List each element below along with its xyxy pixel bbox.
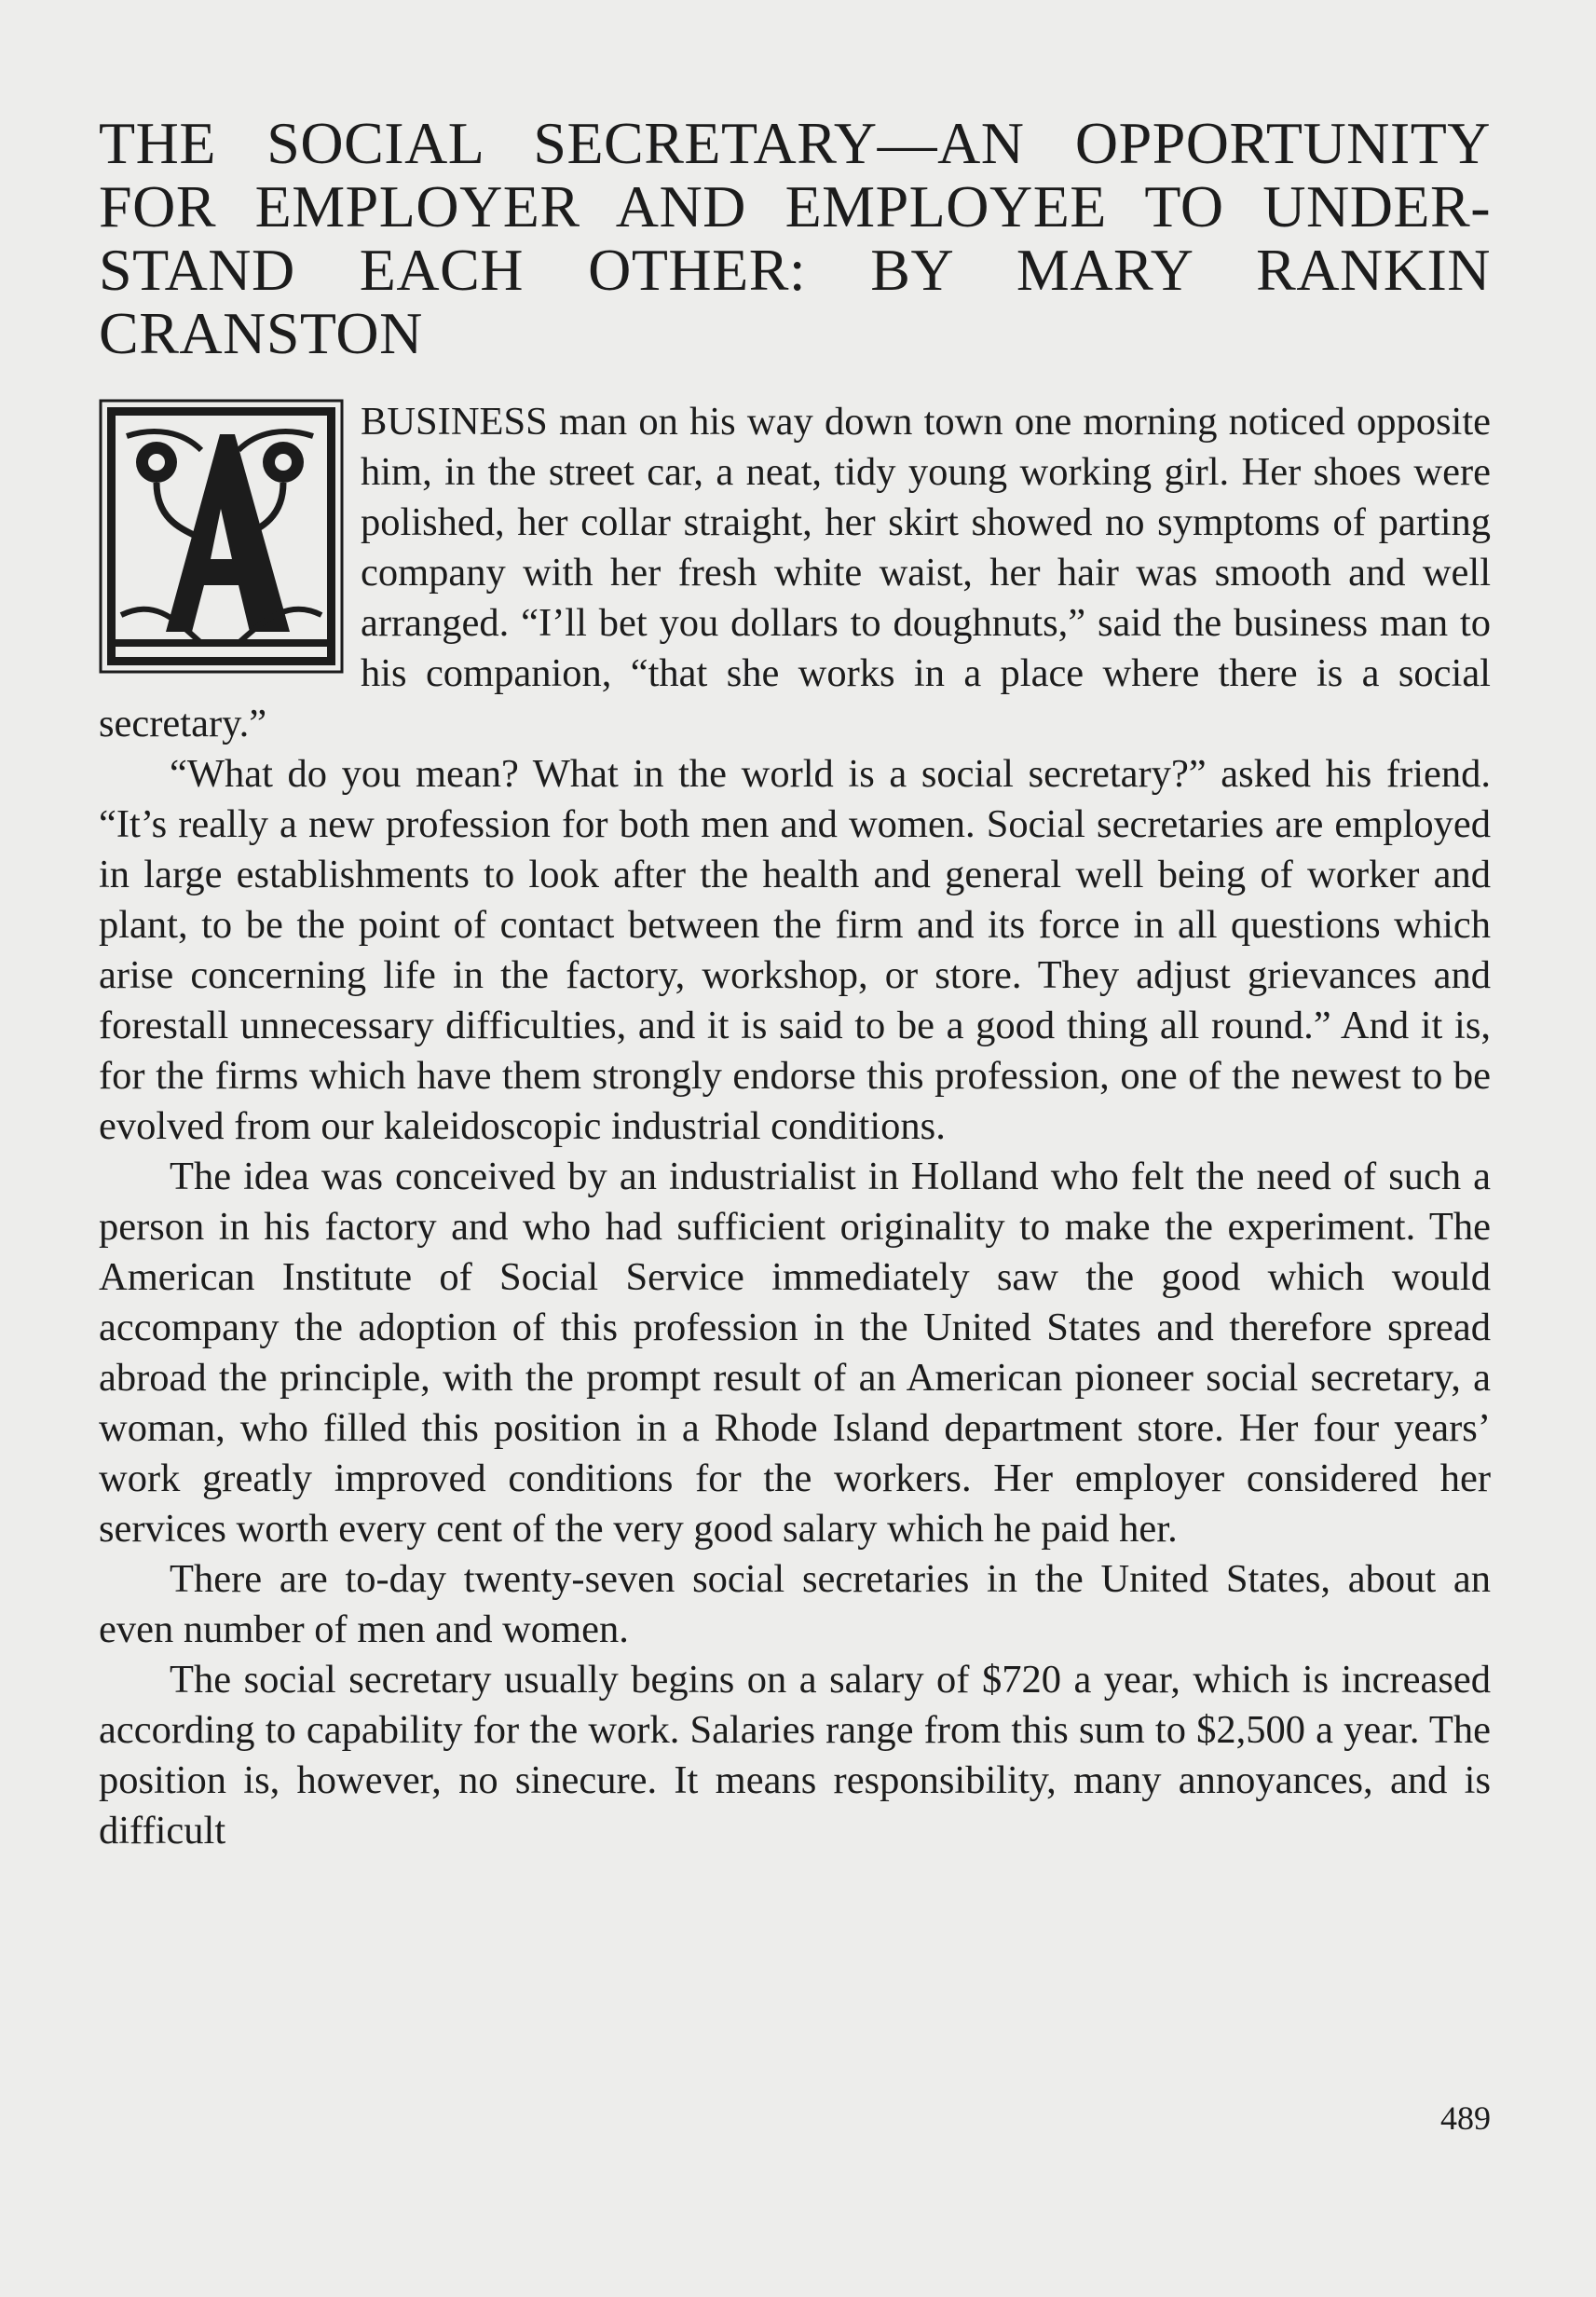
page xyxy=(99,112,1491,1856)
ornamental-dropcap-a xyxy=(99,399,344,674)
paragraph: The social secretary usually begins on a salary of $720 a year, which is increased according to capability for the work. Salaries range from this sum to $2,500 a year. The position is, however, no sinecure. It means responsibility, many annoyances, and is difficult xyxy=(99,1658,1491,1853)
ornament-icon xyxy=(99,399,344,674)
paragraph: “What do you mean? What in the world is a social secretary?” asked his friend. “It’s really a new profession for both men and women. Social secretaries are employed in large establishments to look after the health and general well being of worker and plant, to be the point of contact between the firm and its force in all questions which arise concerning life in the factory, workshop, or store. They adjust grievances and forestall unnecessary difficulties, and it is said to be a good thing all round.” And it is, for the firms which have them strongly endorse this profession, one of the newest to be evolved from our kaleidoscopic industrial conditions. xyxy=(99,752,1491,1148)
paragraph: BUSINESS man on his way down town one morning noticed opposite him, in the street car, a neat, tidy young working girl. Her shoes were polished, her collar straight, her skirt showed no symptoms of parting company with her fresh white waist, her hair was smooth and well arranged. “I’ll bet you dollars to doughnuts,” said the business man to his companion, “that she works in a place where there is a social secretary.” xyxy=(99,400,1491,745)
title-line: STAND EACH OTHER: BY MARY RANKIN xyxy=(99,237,1491,303)
page-number: 489 xyxy=(1440,2099,1491,2137)
paragraph: The idea was conceived by an industrialist in Holland who felt the need of such a person in his factory and who had sufficient originality to make the experiment. The American Institute of Social Service immediately saw the good which would accompany the adoption of this profession in the United States and therefore spread abroad the principle, with the prompt result of an American pioneer social secretary, a woman, who filled this position in a Rhode Island department store. Her four years’ work greatly improved conditions for the workers. Her employer considered her services worth every cent of the very good salary which he paid her. xyxy=(99,1155,1491,1551)
title-line: CRANSTON xyxy=(99,300,423,366)
title-line: FOR EMPLOYER AND EMPLOYEE TO UNDER- xyxy=(99,173,1491,239)
title-line: THE SOCIAL SECRETARY—AN OPPORTUNITY xyxy=(99,110,1491,176)
article-body xyxy=(99,397,1491,1856)
paragraph: There are to-day twenty-seven social secretaries in the United States, about an even number of men and women. xyxy=(99,1557,1491,1651)
article-title xyxy=(99,112,1491,365)
